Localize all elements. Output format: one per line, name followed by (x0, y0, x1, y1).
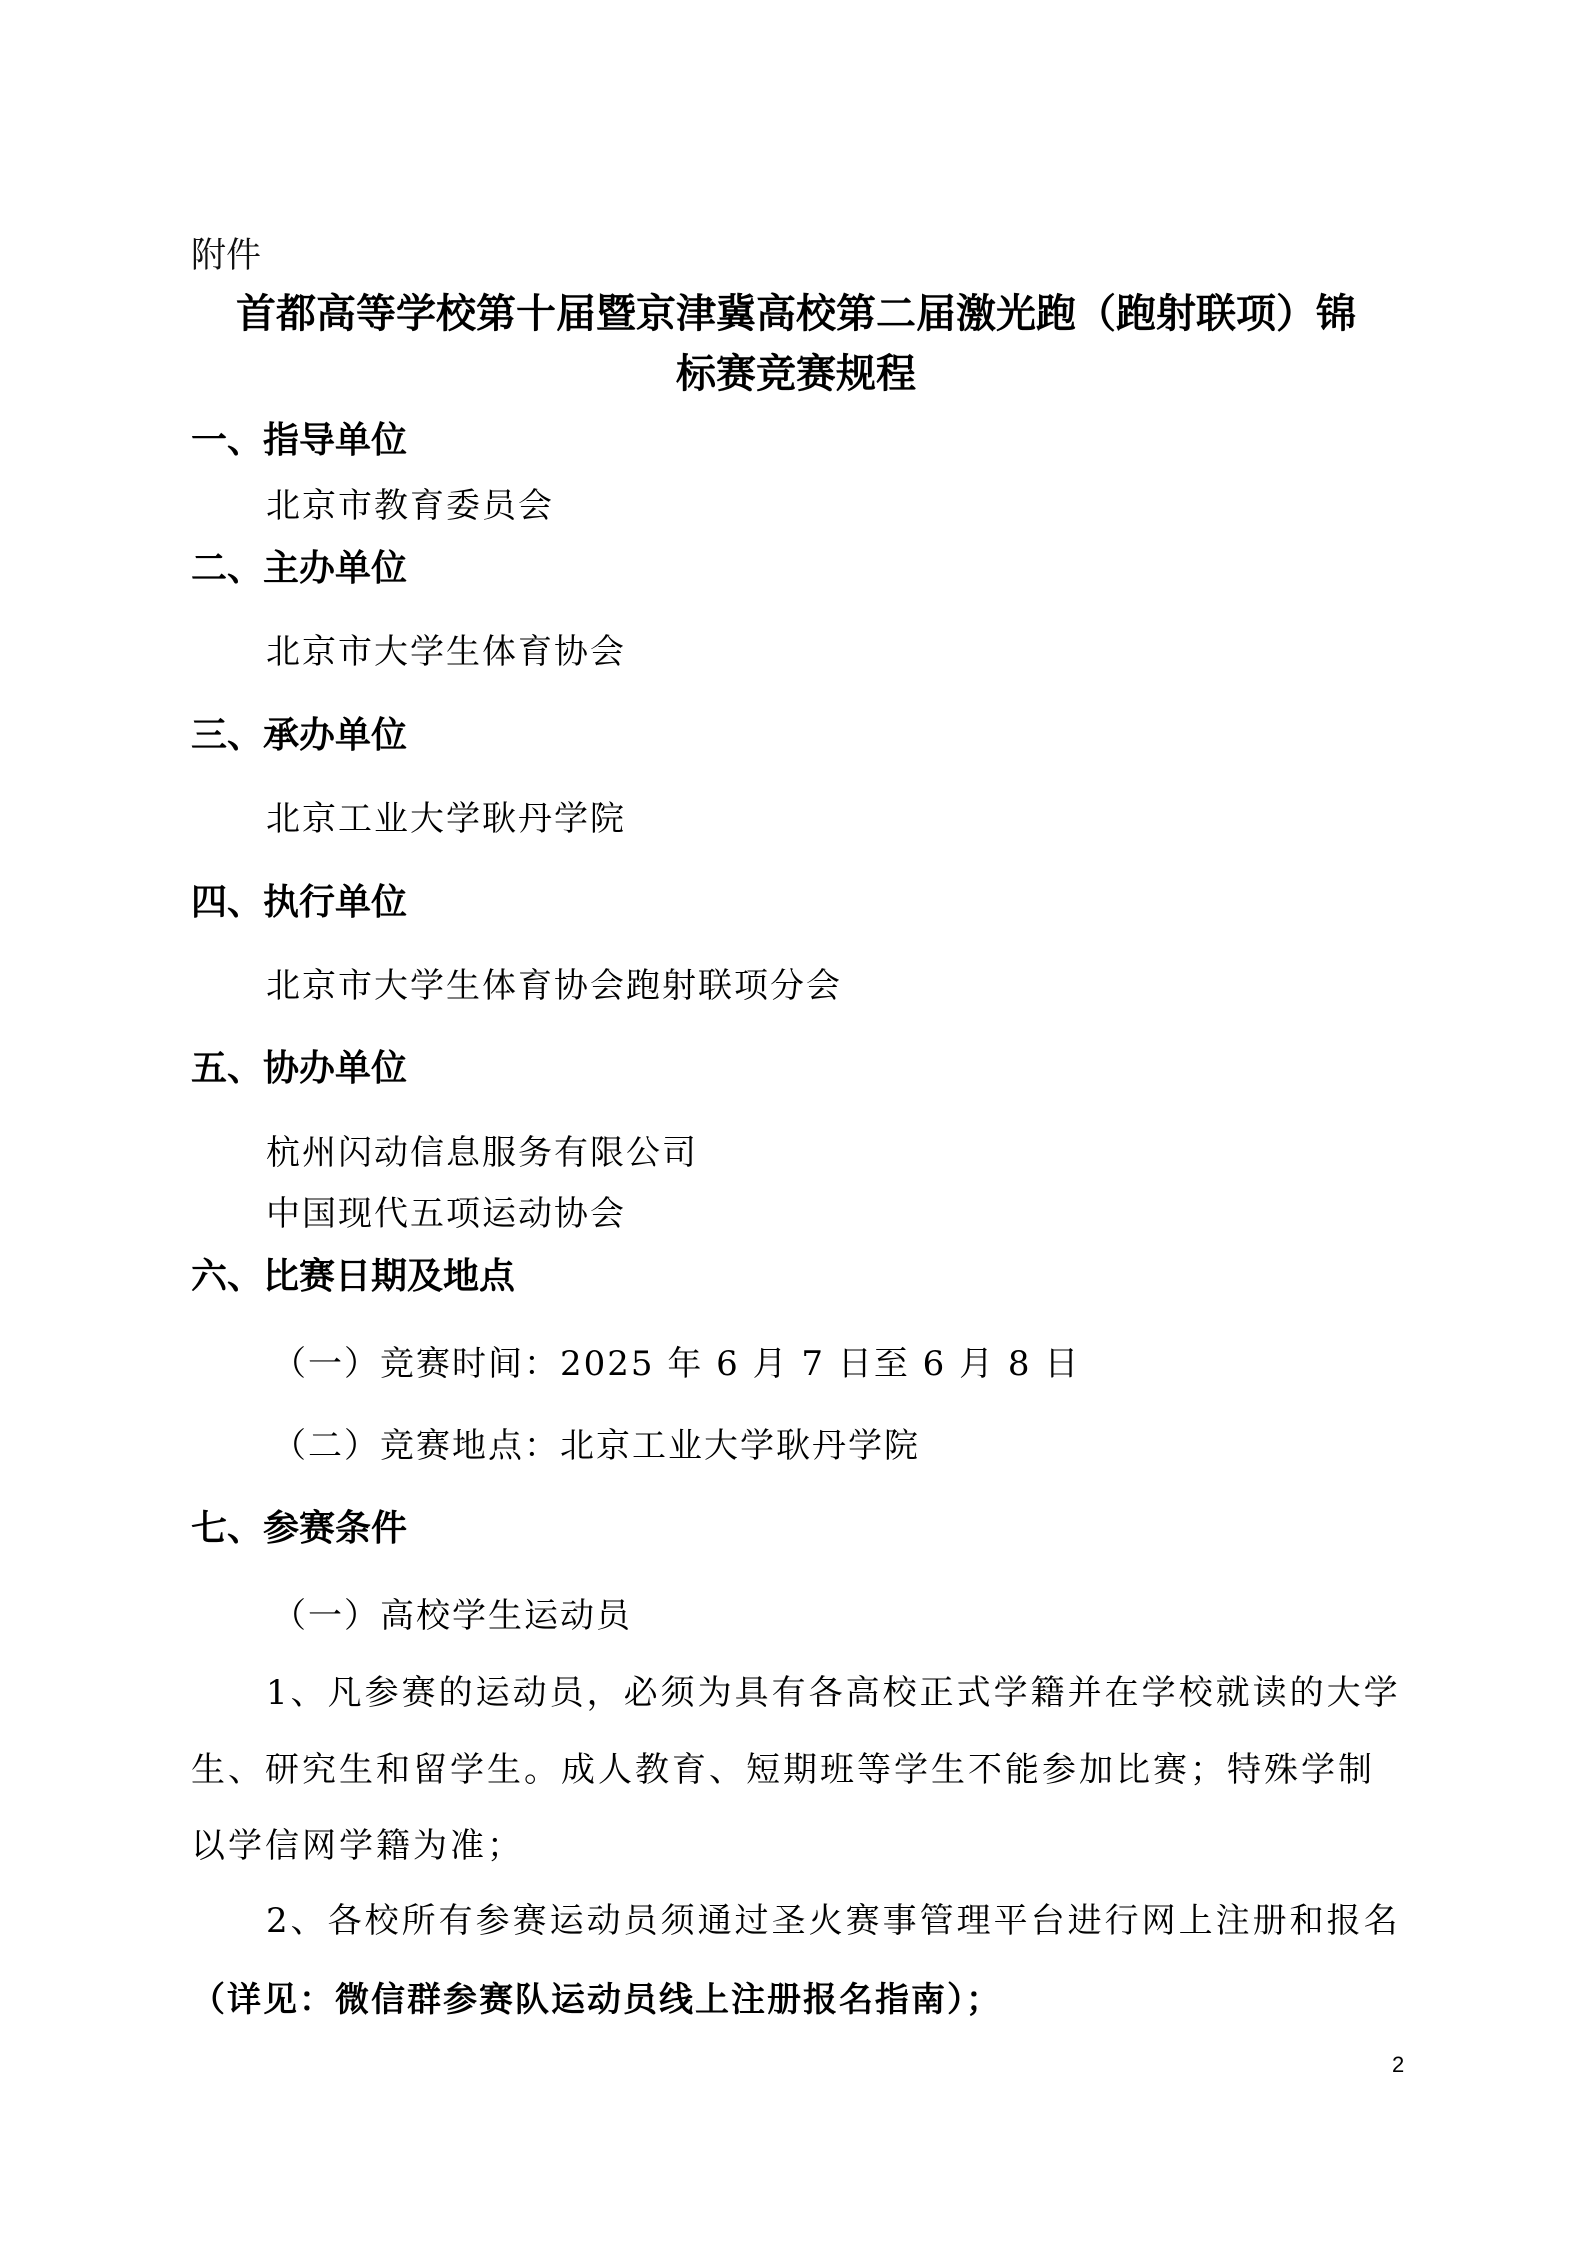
section-item-organizer-1: 北京市大学生体育协会 (266, 632, 626, 672)
section-heading-date-venue: 六、比赛日期及地点 (191, 1256, 516, 1297)
section-item-co-organizer-1: 杭州闪动信息服务有限公司 (266, 1133, 698, 1173)
section-item-guidance-1: 北京市教育委员会 (266, 486, 554, 526)
eligibility-para2-line2: （详见：微信群参赛队运动员线上注册报名指南）； (191, 1980, 1002, 2020)
section-heading-co-organizer: 五、协办单位 (191, 1048, 408, 1089)
section-item-venue: （二）竞赛地点：北京工业大学耿丹学院 (272, 1426, 920, 1466)
eligibility-para1-line1: 1、凡参赛的运动员，必须为具有各高校正式学籍并在学校就读的大学 (266, 1673, 1401, 1713)
eligibility-para2-line1: 2、各校所有参赛运动员须通过圣火赛事管理平台进行网上注册和报名 (266, 1901, 1401, 1941)
page-number: 2 (1392, 2052, 1405, 2077)
section-item-date: （一）竞赛时间：2025 年 6 月 7 日至 6 月 8 日 (272, 1344, 1081, 1384)
eligibility-para1-line2: 生、研究生和留学生。成人教育、短期班等学生不能参加比赛；特殊学制 (191, 1750, 1375, 1790)
section-heading-eligibility: 七、参赛条件 (191, 1508, 408, 1549)
section-heading-organizer: 二、主办单位 (191, 548, 408, 589)
document-title (191, 284, 1401, 404)
attachment-label: 附件 (191, 236, 262, 276)
eligibility-subheading: （一）高校学生运动员 (272, 1596, 632, 1636)
eligibility-para1-line3: 以学信网学籍为准； (191, 1826, 524, 1866)
section-item-co-organizer-2: 中国现代五项运动协会 (266, 1194, 626, 1234)
section-heading-guidance: 一、指导单位 (191, 420, 408, 461)
section-item-executor-1: 北京市大学生体育协会跑射联项分会 (266, 966, 842, 1006)
section-item-host-1: 北京工业大学耿丹学院 (266, 799, 626, 839)
section-heading-executor: 四、执行单位 (191, 882, 408, 923)
section-heading-host: 三、承办单位 (191, 715, 408, 756)
title-line-2: 标赛竞赛规程 (676, 351, 916, 397)
title-line-1: 首都高等学校第十届暨京津冀高校第二届激光跑（跑射联项）锦 (236, 291, 1356, 337)
